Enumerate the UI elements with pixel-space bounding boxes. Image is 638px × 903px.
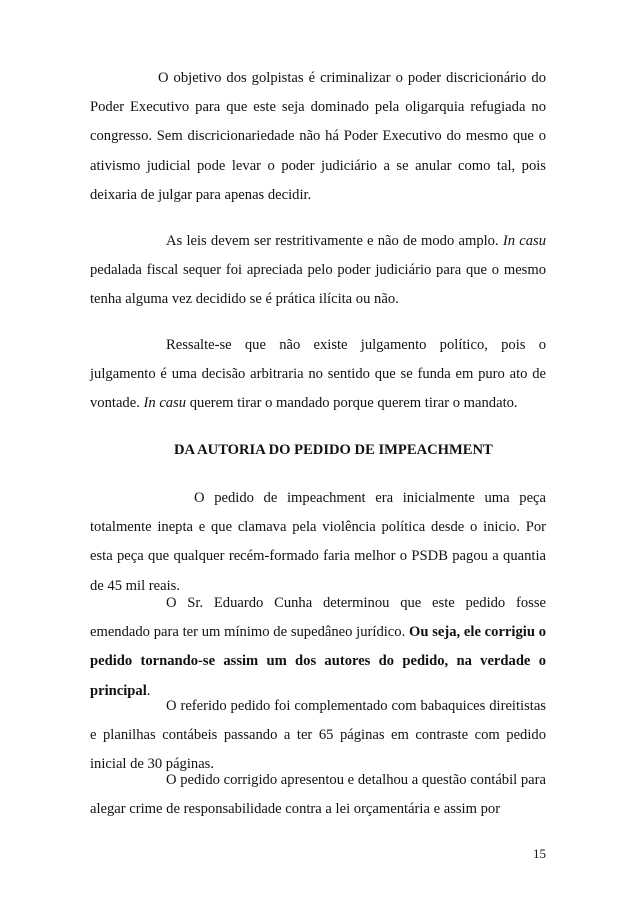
paragraph-text: O pedido corrigido apresentou e detalhou a questão contábil para alegar crime de responsabilidade contra a lei orçamentária e assim por bbox=[90, 772, 546, 818]
italic-term: In casu bbox=[143, 395, 187, 412]
paragraph-text: querem tirar o mandado porque querem tirar o mandato. bbox=[189, 395, 518, 412]
paragraph-text: . bbox=[146, 682, 151, 699]
paragraph-eduardo-cunha bbox=[90, 589, 546, 706]
paragraph-leis bbox=[90, 227, 546, 315]
paragraph-pedido-impeachment bbox=[90, 484, 546, 601]
paragraph-text: O pedido de impeachment era inicialmente uma peça totalmente inepta e que clamava pela violência política desde o inicio. Por esta peça que qualquer recém-formado faria melhor o PSDB pagou a quantia de 45 mil reais. bbox=[90, 490, 546, 594]
paragraph-text: O objetivo dos golpistas é criminalizar o poder discricionário do Poder Executivo para que este seja dominado pela oligarquia refugiada no congresso. Sem discricionariedade não há Poder Executivo do mesmo que o ativismo judicial pode levar o poder judiciário a se anular como tal, pois deixaria de julgar para apenas decidir. bbox=[90, 70, 546, 203]
italic-term: In casu bbox=[502, 233, 546, 249]
paragraph-ressalte bbox=[90, 331, 546, 419]
paragraph-text: O referido pedido foi complementado com babaquices direitistas e planilhas contábeis passando a ter 65 páginas em contraste com pedido inicial de 30 páginas. bbox=[90, 698, 546, 773]
page-number: 15 bbox=[533, 846, 546, 861]
paragraph-pedido-corrigido bbox=[90, 766, 546, 824]
bold-emphasis: Ou seja, ele corrigiu o pedido tornando-se assim um dos autores do pedido, na verdade o principal bbox=[90, 624, 546, 699]
paragraph-text: Ressalte-se que não existe julgamento político, pois o julgamento é uma decisão arbitraria no sentido que se funda em puro ato de vontade. bbox=[90, 337, 546, 412]
paragraph-text: O Sr. Eduardo Cunha determinou que este pedido fosse emendado para ter um mínimo de supedâneo jurídico. bbox=[90, 595, 546, 641]
section-heading: DA AUTORIA DO PEDIDO DE IMPEACHMENT bbox=[174, 442, 493, 458]
paragraph-objetivo bbox=[90, 64, 546, 210]
paragraph-text: pedalada fiscal sequer foi apreciada pelo poder judiciário para que o mesmo tenha alguma vez decidido se é prática ilícita ou não. bbox=[90, 262, 546, 308]
paragraph-text: As leis devem ser restritivamente e não de modo amplo. bbox=[166, 233, 499, 249]
